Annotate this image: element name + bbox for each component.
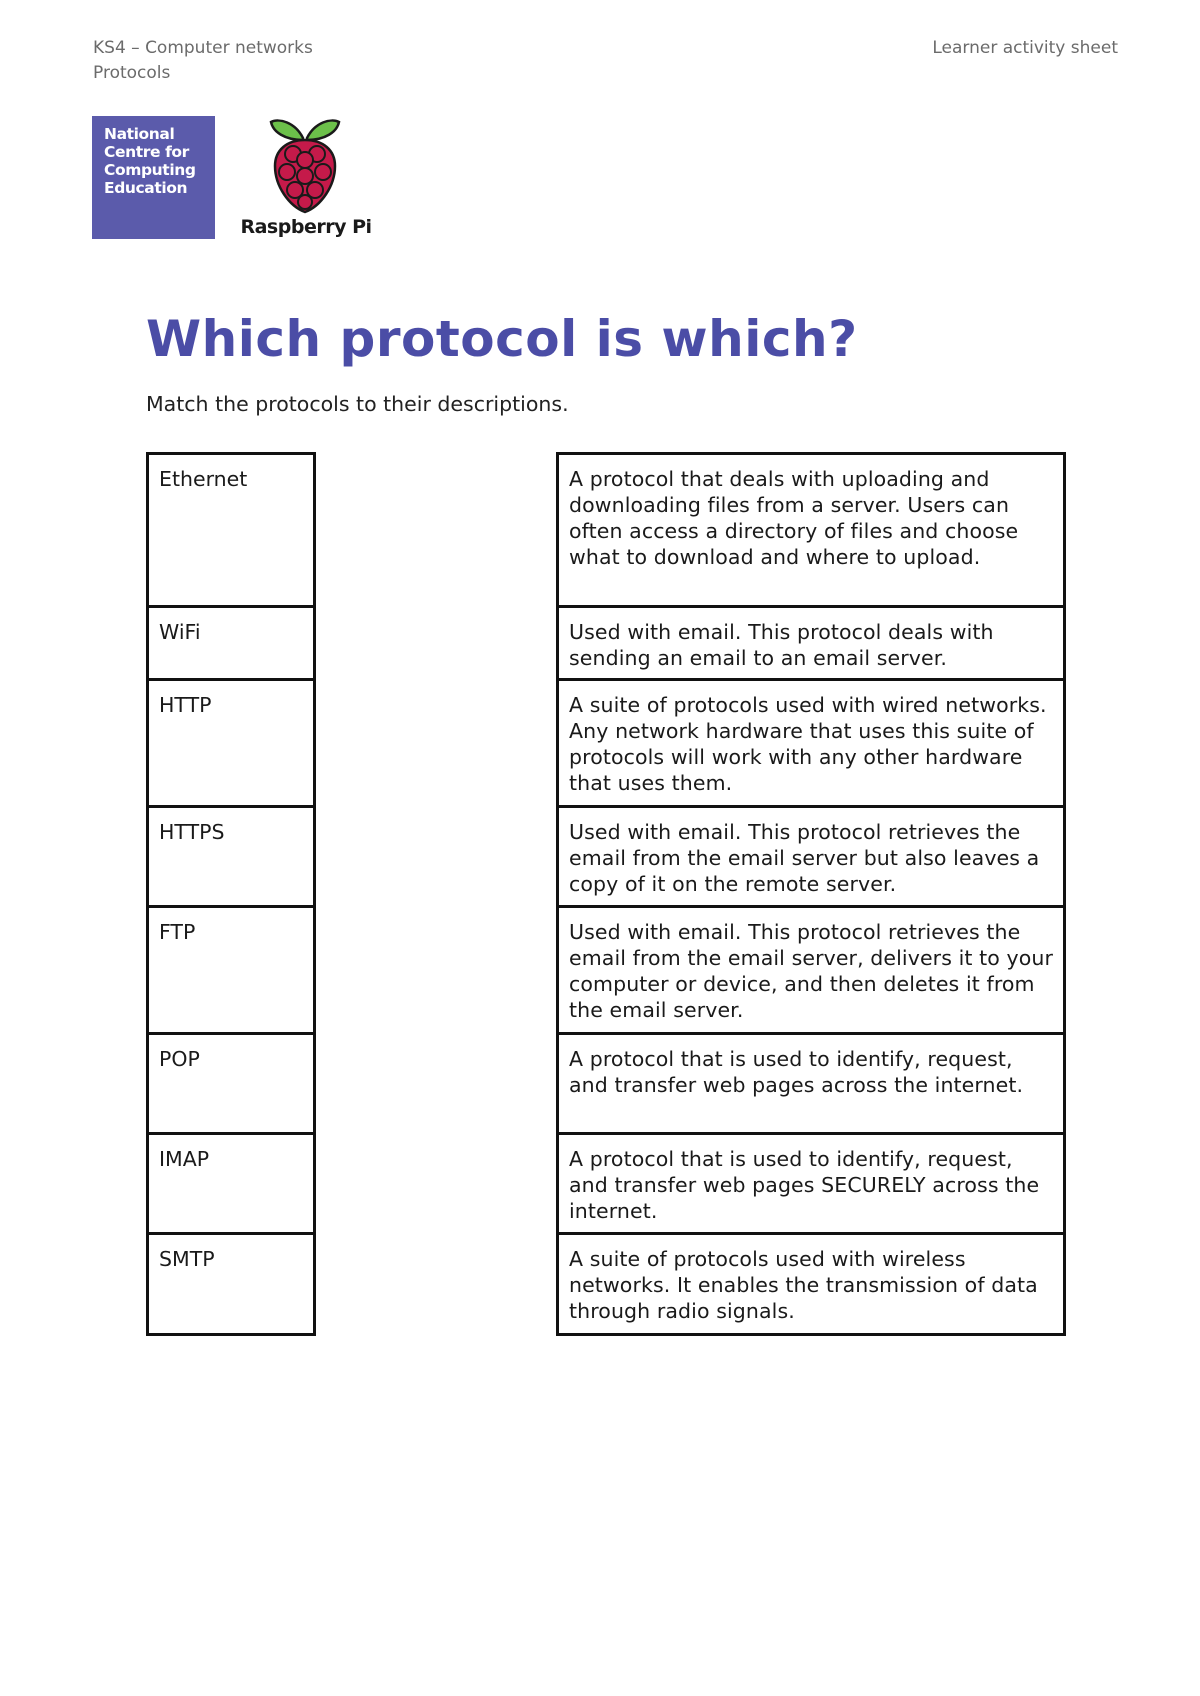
raspberry-icon xyxy=(265,116,345,216)
ncce-logo-line: Centre for xyxy=(104,143,189,161)
ncce-logo-line: Computing xyxy=(104,161,196,179)
protocol-cell[interactable]: WiFi xyxy=(149,608,313,681)
course-label: KS4 – Computer networks xyxy=(93,38,313,58)
description-cell[interactable]: Used with email. This protocol retrieves the email from the email server, delivers it to your computer or device, and then deletes it from the email server. xyxy=(559,908,1063,1035)
protocol-cell[interactable]: HTTP xyxy=(149,681,313,808)
description-column xyxy=(556,452,1066,1336)
document-header-left xyxy=(93,36,313,86)
description-cell[interactable]: A protocol that is used to identify, request, and transfer web pages SECURELY across the internet. xyxy=(559,1135,1063,1235)
ncce-logo-line: Education xyxy=(104,179,188,197)
ncce-logo xyxy=(92,116,215,239)
protocol-cell[interactable]: Ethernet xyxy=(149,455,313,608)
topic-label: Protocols xyxy=(93,63,171,83)
raspberry-pi-name: Raspberry Pi xyxy=(240,216,372,238)
protocol-cell[interactable]: FTP xyxy=(149,908,313,1035)
protocol-cell[interactable]: HTTPS xyxy=(149,808,313,908)
description-cell[interactable]: Used with email. This protocol retrieves the email from the email server but also leaves a copy of it on the remote server. xyxy=(559,808,1063,908)
description-cell[interactable]: A protocol that is used to identify, request, and transfer web pages across the internet. xyxy=(559,1035,1063,1135)
protocol-cell[interactable]: IMAP xyxy=(149,1135,313,1235)
page-title: Which protocol is which? xyxy=(146,310,858,368)
description-cell[interactable]: A suite of protocols used with wireless networks. It enables the transmission of data through radio signals. xyxy=(569,1247,1038,1323)
protocol-cell[interactable]: SMTP xyxy=(159,1247,215,1271)
description-cell[interactable]: A suite of protocols used with wired networks. Any network hardware that uses this suite of protocols will work with any other hardware that uses them. xyxy=(559,681,1063,808)
description-cell[interactable]: Used with email. This protocol deals with sending an email to an email server. xyxy=(559,608,1063,681)
protocol-cell[interactable]: POP xyxy=(149,1035,313,1135)
ncce-logo-line: National xyxy=(104,125,175,143)
instruction-text: Match the protocols to their descriptions. xyxy=(146,392,569,416)
protocol-column xyxy=(146,452,316,1336)
description-cell[interactable]: A protocol that deals with uploading and downloading files from a server. Users can often access a directory of files and choose what to download and where to upload. xyxy=(559,455,1063,608)
sheet-type-label: Learner activity sheet xyxy=(932,38,1118,58)
raspberry-pi-logo xyxy=(238,112,378,244)
